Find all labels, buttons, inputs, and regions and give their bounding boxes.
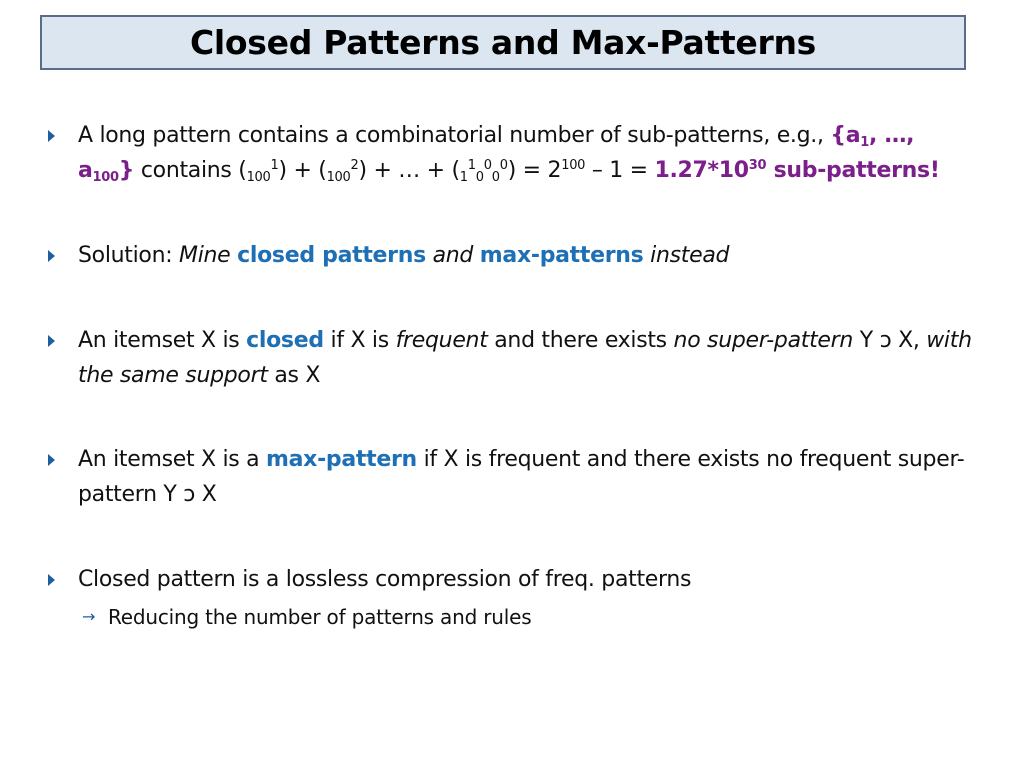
text: A long pattern contains a combinatorial number of sub-patterns, e.g.,	[78, 123, 831, 148]
term-closed: closed	[246, 328, 324, 353]
bullet-arrow-icon	[48, 250, 55, 262]
bullet-arrow-icon	[48, 454, 55, 466]
subpattern-count: $1.27*10^{30}$ sub-patterns!	[654, 158, 940, 183]
term-closed-patterns: closed patterns	[237, 243, 426, 268]
text: contains (	[134, 158, 247, 183]
slide-body	[46, 118, 976, 633]
bullet-closed-definition: An itemset X is closed if X is frequent and there exists no super-pattern Y ɔ X, with the same support as X	[46, 323, 976, 393]
term-max-patterns: max-patterns	[479, 243, 644, 268]
bullet-combinatorial: A long pattern contains a combinatorial number of sub-patterns, e.g., {$a_1$, …, $a_{100}$} contains $(_{100}^1) + (_{100}^2)$ + … + $(_1^1_0^0_0^0) = 2^{100} - 1 = 1.27*10^{30}$ sub-patterns!	[46, 118, 976, 188]
sub-bullet-arrow-icon: →	[82, 607, 96, 626]
sub-bullet-reducing: → Reducing the number of patterns and rules	[46, 601, 976, 633]
title-bar	[40, 15, 966, 70]
bullet-arrow-icon	[48, 130, 55, 142]
bullet-solution: Solution: Mine closed patterns and max-patterns instead	[46, 238, 976, 273]
bullet-compression: Closed pattern is a lossless compression of freq. patterns	[46, 562, 976, 597]
slide-title: Closed Patterns and Max-Patterns	[189, 23, 816, 62]
itemset-expression: {$a_1$, …, $a_{100}$}	[78, 123, 915, 185]
term-max-pattern: max-pattern	[266, 447, 417, 472]
bullet-max-definition: An itemset X is a max-pattern if X is frequent and there exists no frequent super-pattern Y ɔ X	[46, 442, 976, 512]
bullet-arrow-icon	[48, 574, 55, 586]
bullet-arrow-icon	[48, 335, 55, 347]
